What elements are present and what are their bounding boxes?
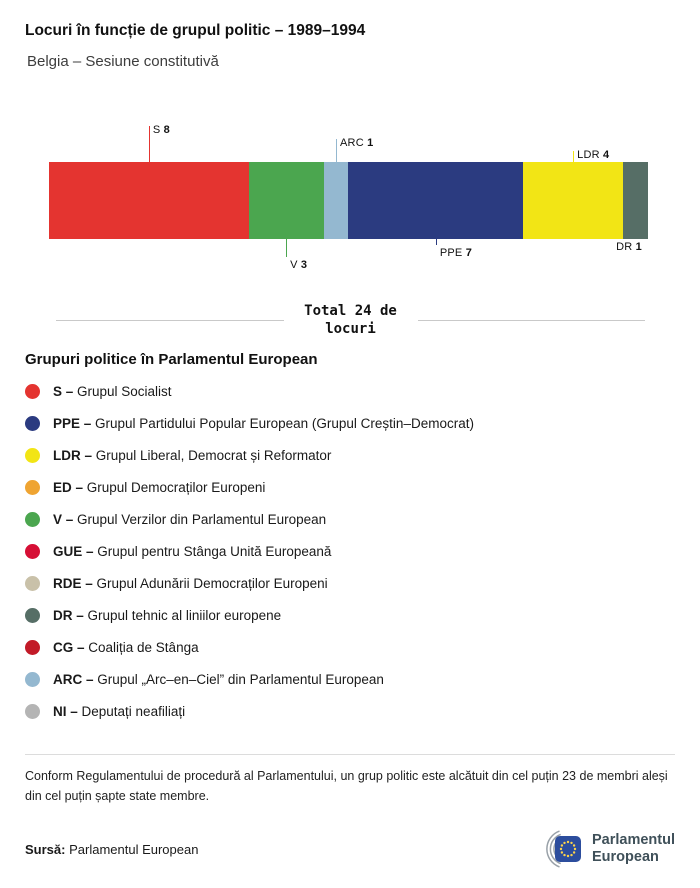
legend-color-dot-RDE	[25, 576, 40, 591]
footer-divider	[25, 754, 675, 755]
legend-item-ED	[25, 471, 675, 503]
legend-label-LDR: LDR – Grupul Liberal, Democrat și Reformator	[53, 447, 332, 463]
legend-color-dot-ED	[25, 480, 40, 495]
segment-label-ARC: ARC 1	[340, 137, 374, 149]
european-parliament-logo	[526, 828, 675, 870]
legend-item-RDE	[25, 567, 675, 599]
callout-line-PPE	[436, 239, 437, 245]
bar-segment-ARC[interactable]	[324, 162, 349, 239]
footnote: Conform Regulamentului de procedură al Parlamentului, un grup politic este alcătuit din cel puțin 23 de membri aleși din cel puțin șapte state membre.	[25, 769, 668, 803]
legend-item-LDR	[25, 439, 675, 471]
legend-title: Grupuri politice în Parlamentul European	[25, 351, 318, 369]
legend-color-dot-PPE	[25, 416, 40, 431]
legend-item-GUE	[25, 535, 675, 567]
callout-line-LDR	[573, 151, 574, 162]
ep-logo-text: Parlamentul European	[592, 832, 675, 866]
page-title: Locuri în funcție de grupul politic – 1989–1994	[25, 22, 366, 39]
legend-label-PPE: PPE – Grupul Partidului Popular European (Grupul Creștin–Democrat)	[53, 415, 474, 431]
legend-color-dot-GUE	[25, 544, 40, 559]
divider-line-right	[418, 320, 646, 321]
legend-label-S: S – Grupul Socialist	[53, 383, 172, 399]
source-value: Parlamentul European	[69, 841, 199, 857]
legend-label-DR: DR – Grupul tehnic al liniilor europene	[53, 607, 282, 623]
legend-label-ARC: ARC – Grupul „Arc–en–Ciel” din Parlamentul European	[53, 671, 384, 687]
source-label: Sursă:	[25, 841, 66, 857]
legend-list	[25, 375, 675, 727]
bar-segment-S[interactable]	[49, 162, 249, 239]
legend-color-dot-CG	[25, 640, 40, 655]
bar-segment-V[interactable]	[249, 162, 324, 239]
callout-line-ARC	[336, 139, 337, 162]
bottom-row	[25, 828, 675, 870]
legend-item-S	[25, 375, 675, 407]
ep-logo-icon	[526, 828, 584, 870]
bar-segment-LDR[interactable]	[523, 162, 623, 239]
callout-line-S	[149, 126, 150, 162]
seat-bar	[49, 162, 648, 239]
legend-label-CG: CG – Coaliția de Stânga	[53, 639, 199, 655]
legend-item-NI	[25, 695, 675, 727]
legend-color-dot-LDR	[25, 448, 40, 463]
legend-item-V	[25, 503, 675, 535]
legend-color-dot-DR	[25, 608, 40, 623]
legend-item-DR	[25, 599, 675, 631]
segment-label-S: S 8	[152, 124, 170, 136]
total-seats-label: Total 24 de locuri	[304, 303, 397, 338]
legend-label-NI: NI – Deputați neafiliați	[53, 703, 186, 719]
divider-line-left	[56, 320, 284, 321]
legend-color-dot-NI	[25, 704, 40, 719]
segment-label-LDR: LDR 4	[577, 149, 610, 161]
legend-label-GUE: GUE – Grupul pentru Stânga Unită Europeană	[53, 543, 332, 559]
page-subtitle: Belgia – Sesiune constitutivă	[27, 53, 219, 70]
legend-color-dot-V	[25, 512, 40, 527]
legend-color-dot-S	[25, 384, 40, 399]
segment-label-DR: DR 1	[616, 241, 642, 253]
bar-segment-DR[interactable]	[623, 162, 648, 239]
segment-label-V: V 3	[290, 259, 308, 271]
legend-label-V: V – Grupul Verzilor din Parlamentul European	[53, 511, 327, 527]
segment-label-PPE: PPE 7	[439, 247, 473, 259]
legend-item-ARC	[25, 663, 675, 695]
total-divider	[56, 302, 645, 338]
legend-color-dot-ARC	[25, 672, 40, 687]
legend-label-RDE: RDE – Grupul Adunării Democraților Europeni	[53, 575, 328, 591]
callout-line-V	[286, 239, 287, 257]
legend-item-PPE	[25, 407, 675, 439]
seat-chart	[49, 119, 648, 282]
legend-label-ED: ED – Grupul Democraților Europeni	[53, 479, 266, 495]
source-line	[25, 842, 198, 857]
legend-item-CG	[25, 631, 675, 663]
bar-segment-PPE[interactable]	[348, 162, 523, 239]
